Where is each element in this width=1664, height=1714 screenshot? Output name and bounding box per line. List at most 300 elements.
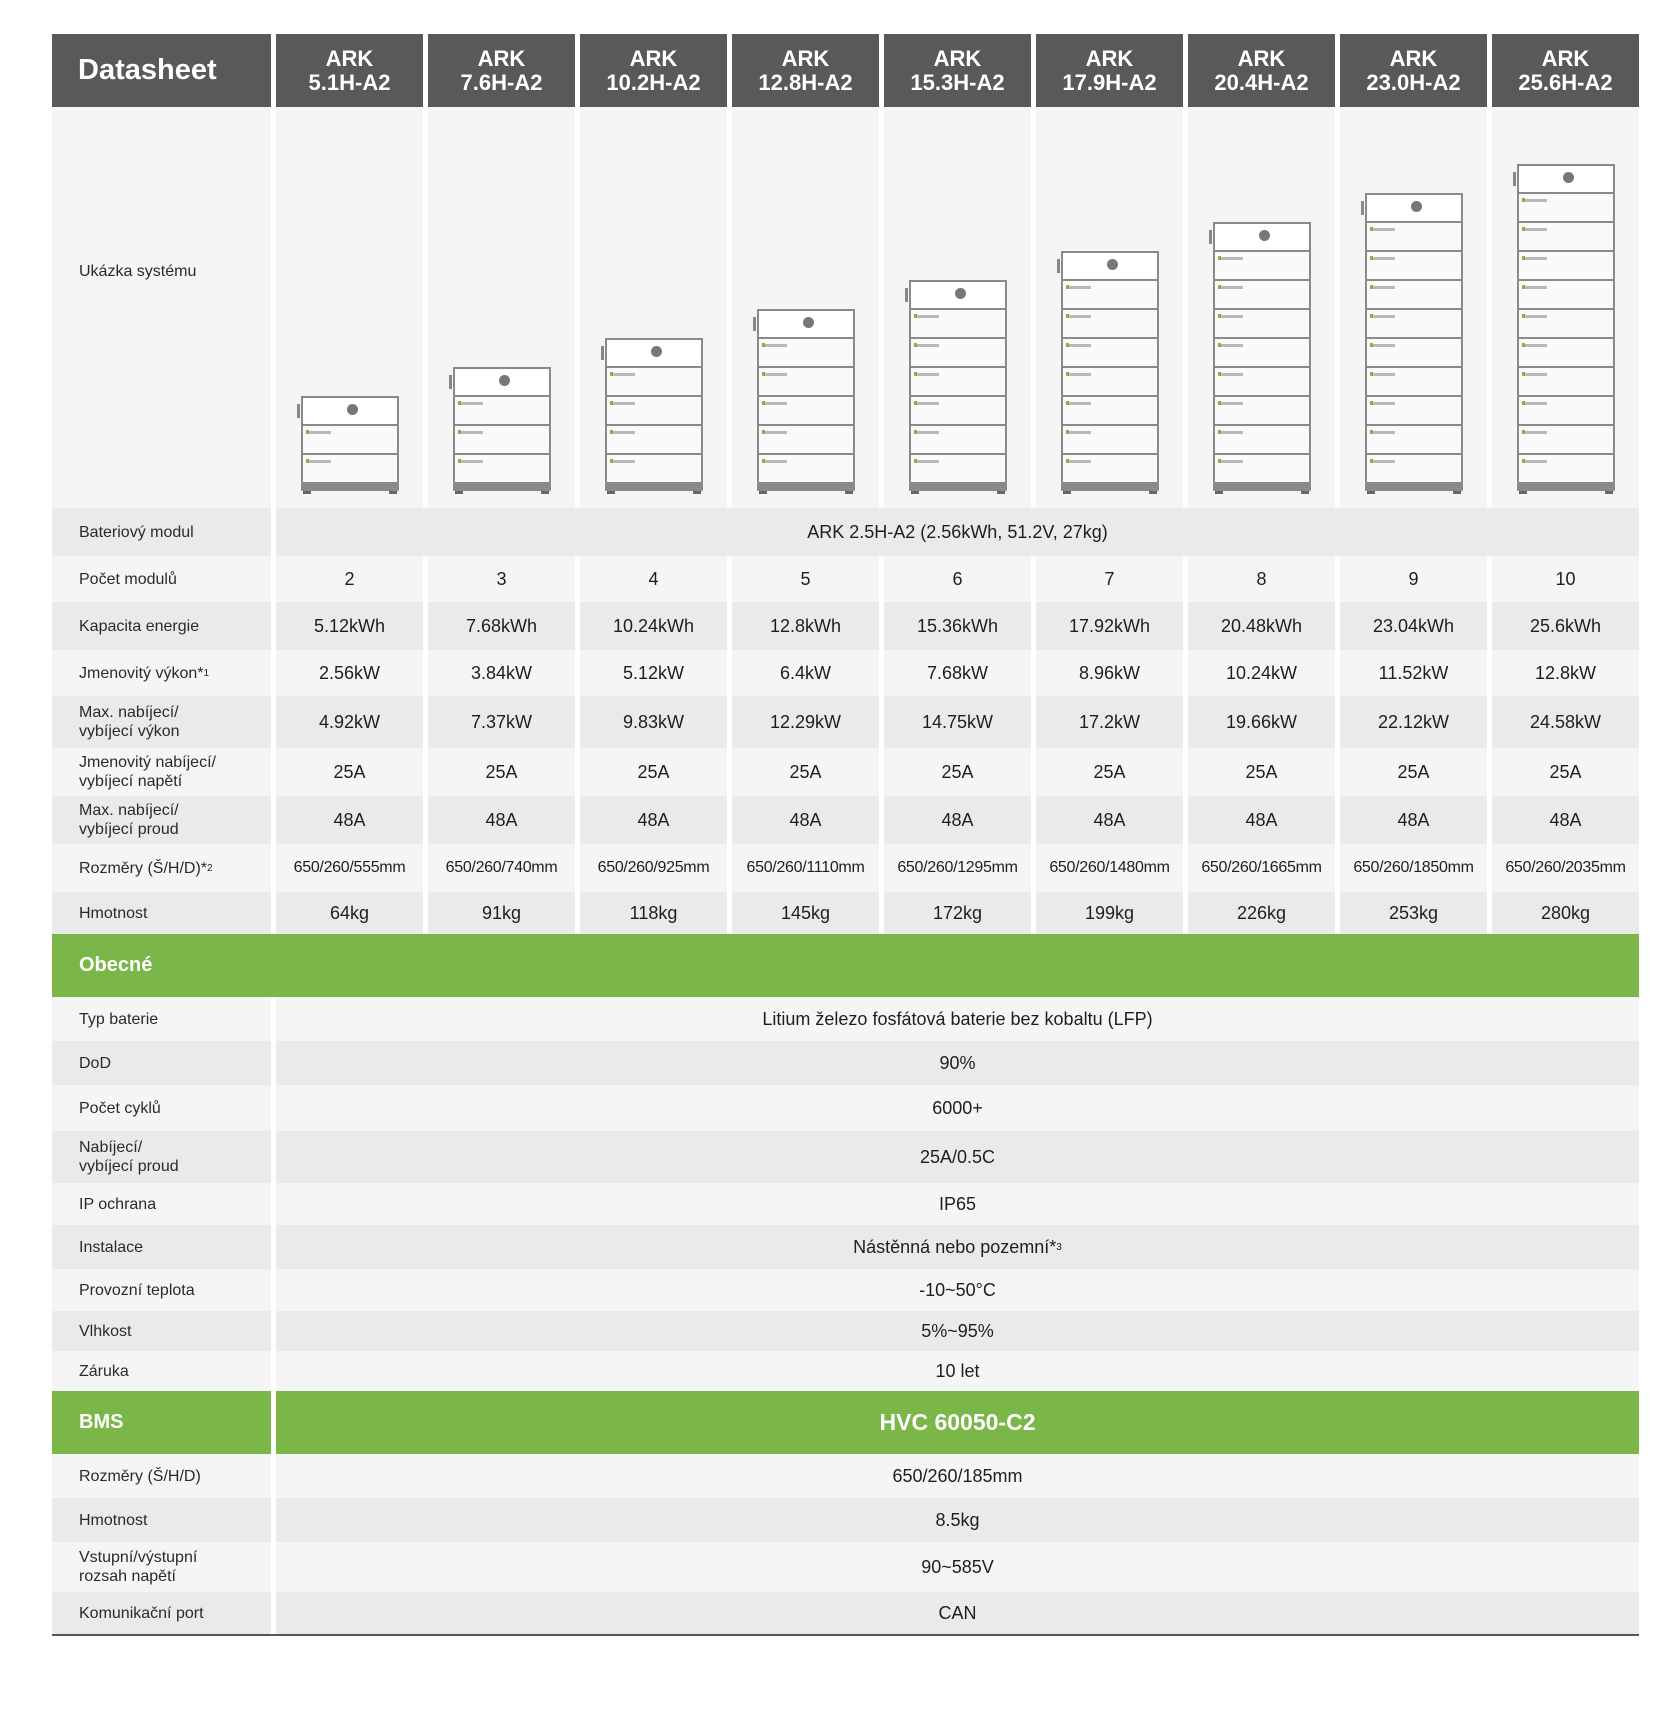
battery-module [1061, 395, 1159, 424]
spec-value-rated-voltage: 25A [1492, 748, 1639, 796]
bms-unit [453, 367, 551, 395]
spec-value-dimensions: 650/260/1480mm [1036, 844, 1183, 892]
row-label-text: IP ochrana [79, 1195, 157, 1213]
battery-stack-illustration [453, 367, 551, 491]
general-value [276, 1311, 1639, 1351]
brand-tag [1373, 373, 1395, 376]
row-label [52, 1041, 271, 1085]
battery-module [1517, 221, 1615, 250]
battery-module [1061, 366, 1159, 395]
brand-tag [1221, 402, 1243, 405]
model-name-line1: ARK [629, 45, 678, 71]
spec-value-capacity: 25.6kWh [1492, 602, 1639, 650]
row-label-text: Komunikační port [79, 1604, 204, 1622]
battery-module [1061, 308, 1159, 337]
spec-value-rated-voltage: 25A [884, 748, 1031, 796]
stack-base [1365, 482, 1463, 491]
row-label [52, 1351, 271, 1391]
spec-value-rated-voltage: 25A [276, 748, 423, 796]
model-header [884, 34, 1031, 107]
battery-module [909, 337, 1007, 366]
brand-tag [917, 402, 939, 405]
spec-value-rated-voltage: 25A [1036, 748, 1183, 796]
general-value [276, 997, 1639, 1041]
general-value-text: Nástěnná nebo pozemní* [853, 1236, 1057, 1257]
spec-value-rated-voltage: 25A [1188, 748, 1335, 796]
spec-value-modules: 8 [1188, 556, 1335, 602]
table-bottom-border [52, 1634, 1639, 1636]
power-button-icon [1563, 172, 1574, 183]
stack-base [1517, 482, 1615, 491]
spec-value-weight: 91kg [428, 892, 575, 934]
stack-base [301, 482, 399, 491]
brand-tag [309, 460, 331, 463]
spec-value-rated-voltage: 25A [580, 748, 727, 796]
model-name-line2: 7.6H-A2 [460, 69, 543, 95]
row-label [52, 1498, 271, 1542]
general-value [276, 1351, 1639, 1391]
battery-module [1213, 250, 1311, 279]
battery-module [605, 424, 703, 453]
brand-tag [1221, 373, 1243, 376]
model-name-line2: 17.9H-A2 [1062, 69, 1157, 95]
brand-tag [461, 431, 483, 434]
battery-module [1365, 250, 1463, 279]
battery-module [1365, 221, 1463, 250]
general-value [276, 1085, 1639, 1131]
battery-module [1365, 308, 1463, 337]
section-header-bms: BMS [52, 1391, 271, 1454]
battery-module [1365, 337, 1463, 366]
spec-value-max-power: 19.66kW [1188, 696, 1335, 748]
brand-tag [1525, 315, 1547, 318]
row-label-text: Provozní teplota [79, 1281, 195, 1299]
side-handle [601, 346, 604, 360]
spec-value-dimensions: 650/260/555mm [276, 844, 423, 892]
brand-tag [1373, 257, 1395, 260]
row-label [52, 1454, 271, 1498]
row-label [52, 508, 271, 556]
spec-value-rated-power: 11.52kW [1340, 650, 1487, 696]
model-name-line2: 5.1H-A2 [308, 69, 391, 95]
row-label [52, 696, 271, 748]
row-label-text: Typ baterie [79, 1010, 159, 1028]
spec-value-weight: 172kg [884, 892, 1031, 934]
row-label [52, 844, 271, 892]
spec-value-modules: 6 [884, 556, 1031, 602]
spec-value-rated-power: 7.68kW [884, 650, 1031, 696]
bms-unit [605, 338, 703, 366]
spec-value-modules: 4 [580, 556, 727, 602]
brand-tag [1069, 460, 1091, 463]
spec-value-dimensions: 650/260/2035mm [1492, 844, 1639, 892]
brand-tag [1221, 286, 1243, 289]
spec-value-rated-voltage: 25A [1340, 748, 1487, 796]
battery-module-value: ARK 2.5H-A2 (2.56kWh, 51.2V, 27kg) [276, 508, 1639, 556]
brand-tag [1069, 431, 1091, 434]
row-label-text: Instalace [79, 1238, 144, 1256]
spec-value-modules: 7 [1036, 556, 1183, 602]
spec-value-max-power: 22.12kW [1340, 696, 1487, 748]
spec-value-max-power: 14.75kW [884, 696, 1031, 748]
general-value-text: 6000+ [932, 1097, 983, 1118]
brand-tag [1373, 228, 1395, 231]
brand-tag [917, 344, 939, 347]
battery-module [1213, 366, 1311, 395]
brand-tag [1373, 431, 1395, 434]
brand-tag [1525, 344, 1547, 347]
model-name-line2: 25.6H-A2 [1518, 69, 1613, 95]
spec-value-max-current: 48A [1036, 796, 1183, 844]
row-label-text: Počet cyklů [79, 1099, 161, 1117]
spec-value-capacity: 17.92kWh [1036, 602, 1183, 650]
spec-value-dimensions: 650/260/1110mm [732, 844, 879, 892]
power-button-icon [347, 404, 358, 415]
bms-unit [1061, 251, 1159, 279]
brand-tag [765, 344, 787, 347]
power-button-icon [651, 346, 662, 357]
battery-module [757, 395, 855, 424]
battery-stack-illustration [301, 396, 399, 491]
model-header [1188, 34, 1335, 107]
power-button-icon [1107, 259, 1118, 270]
system-preview-image [428, 107, 575, 508]
battery-module [1213, 308, 1311, 337]
side-handle [1209, 230, 1212, 244]
row-label-text: Nabíjecí/ vybíjecí proud [79, 1139, 179, 1175]
stack-base [453, 482, 551, 491]
model-name-line2: 20.4H-A2 [1214, 69, 1309, 95]
model-header [276, 34, 423, 107]
model-name-line1: ARK [325, 45, 374, 71]
battery-module [1517, 279, 1615, 308]
datasheet-table [52, 34, 1642, 1636]
spec-value-max-current: 48A [884, 796, 1031, 844]
system-preview-image [1188, 107, 1335, 508]
battery-module [1213, 279, 1311, 308]
brand-tag [1525, 228, 1547, 231]
row-label-text: Bateriový modul [79, 523, 194, 541]
spec-value-modules: 5 [732, 556, 879, 602]
brand-tag [1221, 257, 1243, 260]
brand-tag [613, 431, 635, 434]
general-value-text: -10~50°C [919, 1279, 996, 1300]
side-handle [1513, 172, 1516, 186]
power-button-icon [1259, 230, 1270, 241]
brand-tag [1525, 402, 1547, 405]
spec-value-max-current: 48A [276, 796, 423, 844]
battery-stack-illustration [909, 280, 1007, 491]
bms-value: 8.5kg [276, 1498, 1639, 1542]
general-value-text: Litium železo fosfátová baterie bez kobaltu (LFP) [762, 1008, 1153, 1029]
battery-stack-illustration [757, 309, 855, 491]
brand-tag [765, 460, 787, 463]
brand-tag [1525, 257, 1547, 260]
battery-module [301, 453, 399, 482]
row-label-text: Záruka [79, 1362, 129, 1380]
spec-value-weight: 199kg [1036, 892, 1183, 934]
model-header [1492, 34, 1639, 107]
spec-value-max-power: 9.83kW [580, 696, 727, 748]
row-label [52, 1183, 271, 1225]
system-preview-image [1036, 107, 1183, 508]
spec-value-weight: 145kg [732, 892, 879, 934]
battery-module [757, 366, 855, 395]
brand-tag [1069, 315, 1091, 318]
spec-value-rated-power: 2.56kW [276, 650, 423, 696]
bms-value: CAN [276, 1592, 1639, 1634]
row-label-text: Jmenovitý nabíjecí/ vybíjecí napětí [79, 754, 216, 790]
brand-tag [917, 460, 939, 463]
battery-module [453, 424, 551, 453]
general-value [276, 1269, 1639, 1311]
spec-value-capacity: 10.24kWh [580, 602, 727, 650]
battery-stack-illustration [1061, 251, 1159, 491]
battery-module [1061, 453, 1159, 482]
battery-module [605, 366, 703, 395]
power-button-icon [955, 288, 966, 299]
spec-value-max-power: 7.37kW [428, 696, 575, 748]
battery-module [1213, 453, 1311, 482]
row-label-text: Počet modulů [79, 570, 177, 588]
model-name-line1: ARK [933, 45, 982, 71]
battery-module [1517, 308, 1615, 337]
side-handle [449, 375, 452, 389]
battery-module [1213, 395, 1311, 424]
brand-tag [1525, 431, 1547, 434]
battery-module [1517, 395, 1615, 424]
system-preview-image [884, 107, 1031, 508]
brand-tag [765, 402, 787, 405]
spec-value-weight: 280kg [1492, 892, 1639, 934]
battery-module [909, 424, 1007, 453]
power-button-icon [803, 317, 814, 328]
spec-value-weight: 118kg [580, 892, 727, 934]
battery-stack-illustration [1365, 193, 1463, 491]
model-name-line2: 15.3H-A2 [910, 69, 1005, 95]
stack-base [909, 482, 1007, 491]
stack-base [1213, 482, 1311, 491]
bms-unit [1365, 193, 1463, 221]
row-label-text: DoD [79, 1054, 112, 1072]
row-label-text: Max. nabíjecí/ vybíjecí výkon [79, 704, 180, 740]
battery-module [1517, 250, 1615, 279]
spec-value-modules: 3 [428, 556, 575, 602]
battery-module [1061, 424, 1159, 453]
section-header-general: Obecné [52, 934, 1639, 997]
spec-value-rated-power: 8.96kW [1036, 650, 1183, 696]
brand-tag [1373, 460, 1395, 463]
row-label [52, 748, 271, 796]
brand-tag [613, 402, 635, 405]
battery-module [1061, 337, 1159, 366]
brand-tag [461, 402, 483, 405]
brand-tag [461, 460, 483, 463]
brand-tag [1525, 460, 1547, 463]
spec-value-max-power: 17.2kW [1036, 696, 1183, 748]
bms-unit [1213, 222, 1311, 250]
spec-value-weight: 253kg [1340, 892, 1487, 934]
battery-module [1213, 337, 1311, 366]
power-button-icon [1411, 201, 1422, 212]
brand-tag [1221, 315, 1243, 318]
brand-tag [1221, 344, 1243, 347]
system-preview-image [580, 107, 727, 508]
spec-value-modules: 10 [1492, 556, 1639, 602]
battery-module [301, 424, 399, 453]
battery-module [1365, 453, 1463, 482]
side-handle [905, 288, 908, 302]
bms-value: 650/260/185mm [276, 1454, 1639, 1498]
general-value-text: 10 let [935, 1360, 980, 1381]
row-label-text: Rozměry (Š/H/D) [79, 1467, 201, 1485]
battery-module [909, 395, 1007, 424]
brand-tag [1221, 460, 1243, 463]
battery-module [1517, 453, 1615, 482]
model-name-line1: ARK [1237, 45, 1286, 71]
row-label-text: Max. nabíjecí/ vybíjecí proud [79, 802, 179, 838]
row-label [52, 892, 271, 934]
general-value-text: 5%~95% [921, 1320, 994, 1341]
row-label [52, 997, 271, 1041]
side-handle [1361, 201, 1364, 215]
battery-module [1517, 424, 1615, 453]
battery-module [1517, 337, 1615, 366]
spec-value-capacity: 23.04kWh [1340, 602, 1487, 650]
brand-tag [765, 373, 787, 376]
model-name-line1: ARK [477, 45, 526, 71]
row-label [52, 1085, 271, 1131]
spec-value-max-current: 48A [1340, 796, 1487, 844]
battery-module [1061, 279, 1159, 308]
general-value-text: 25A/0.5C [919, 1146, 996, 1167]
brand-tag [1221, 431, 1243, 434]
row-label-text: Kapacita energie [79, 617, 200, 635]
brand-tag [1069, 402, 1091, 405]
spec-value-weight: 64kg [276, 892, 423, 934]
brand-tag [1069, 373, 1091, 376]
spec-value-capacity: 20.48kWh [1188, 602, 1335, 650]
model-name-line2: 12.8H-A2 [758, 69, 853, 95]
footnote-marker: 2 [207, 862, 213, 874]
spec-value-rated-power: 3.84kW [428, 650, 575, 696]
general-value [276, 1183, 1639, 1225]
side-handle [753, 317, 756, 331]
brand-tag [1373, 286, 1395, 289]
row-label [52, 1131, 271, 1183]
spec-value-rated-power: 5.12kW [580, 650, 727, 696]
battery-module [1365, 279, 1463, 308]
spec-value-max-current: 48A [1188, 796, 1335, 844]
battery-module [453, 395, 551, 424]
spec-value-capacity: 12.8kWh [732, 602, 879, 650]
model-name-line2: 10.2H-A2 [606, 69, 701, 95]
row-label [52, 1542, 271, 1592]
battery-module [605, 453, 703, 482]
model-header [428, 34, 575, 107]
model-name-line1: ARK [1541, 45, 1590, 71]
brand-tag [917, 431, 939, 434]
spec-value-rated-voltage: 25A [732, 748, 879, 796]
brand-tag [1373, 315, 1395, 318]
row-label [52, 796, 271, 844]
spec-value-max-power: 12.29kW [732, 696, 879, 748]
model-header [580, 34, 727, 107]
brand-tag [309, 431, 331, 434]
brand-tag [917, 373, 939, 376]
system-preview-image [1340, 107, 1487, 508]
row-label [52, 1311, 271, 1351]
side-handle [297, 404, 300, 418]
bms-value: 90~585V [276, 1542, 1639, 1592]
spec-value-dimensions: 650/260/1295mm [884, 844, 1031, 892]
row-label-text: Hmotnost [79, 1511, 148, 1529]
row-label [52, 1269, 271, 1311]
spec-value-max-power: 24.58kW [1492, 696, 1639, 748]
battery-module [757, 337, 855, 366]
model-name-line1: ARK [781, 45, 830, 71]
battery-module [909, 366, 1007, 395]
spec-value-capacity: 15.36kWh [884, 602, 1031, 650]
footnote-marker: 3 [1056, 1241, 1062, 1253]
battery-module [1365, 395, 1463, 424]
stack-base [605, 482, 703, 491]
model-name-line2: 23.0H-A2 [1366, 69, 1461, 95]
row-label [52, 107, 271, 508]
row-label [52, 602, 271, 650]
spec-value-max-current: 48A [732, 796, 879, 844]
battery-module [909, 453, 1007, 482]
battery-stack-illustration [605, 338, 703, 491]
model-header [1340, 34, 1487, 107]
battery-stack-illustration [1213, 222, 1311, 491]
model-name-line1: ARK [1085, 45, 1134, 71]
datasheet-title: Datasheet [52, 34, 271, 107]
spec-value-dimensions: 650/260/740mm [428, 844, 575, 892]
brand-tag [1373, 402, 1395, 405]
brand-tag [1373, 344, 1395, 347]
general-value-text: IP65 [938, 1193, 977, 1214]
spec-value-max-power: 4.92kW [276, 696, 423, 748]
footnote-marker: 1 [203, 667, 210, 679]
battery-module [1517, 366, 1615, 395]
brand-tag [613, 460, 635, 463]
model-name-line1: ARK [1389, 45, 1438, 71]
system-preview-image [276, 107, 423, 508]
bms-unit [301, 396, 399, 424]
battery-module [453, 453, 551, 482]
spec-value-max-current: 48A [1492, 796, 1639, 844]
side-handle [1057, 259, 1060, 273]
row-label-text: Rozměry (Š/H/D)* [79, 859, 208, 877]
spec-value-modules: 2 [276, 556, 423, 602]
spec-value-rated-power: 12.8kW [1492, 650, 1639, 696]
row-label [52, 556, 271, 602]
row-label-text: Hmotnost [79, 904, 148, 922]
brand-tag [1069, 344, 1091, 347]
battery-module [1365, 424, 1463, 453]
bms-unit [757, 309, 855, 337]
brand-tag [1069, 286, 1091, 289]
stack-base [757, 482, 855, 491]
spec-value-rated-power: 6.4kW [732, 650, 879, 696]
general-value-text: 90% [939, 1052, 976, 1073]
row-label-text: Jmenovitý výkon* [79, 664, 204, 682]
general-value [276, 1041, 1639, 1085]
row-label [52, 1592, 271, 1634]
battery-module [757, 453, 855, 482]
brand-tag [765, 431, 787, 434]
